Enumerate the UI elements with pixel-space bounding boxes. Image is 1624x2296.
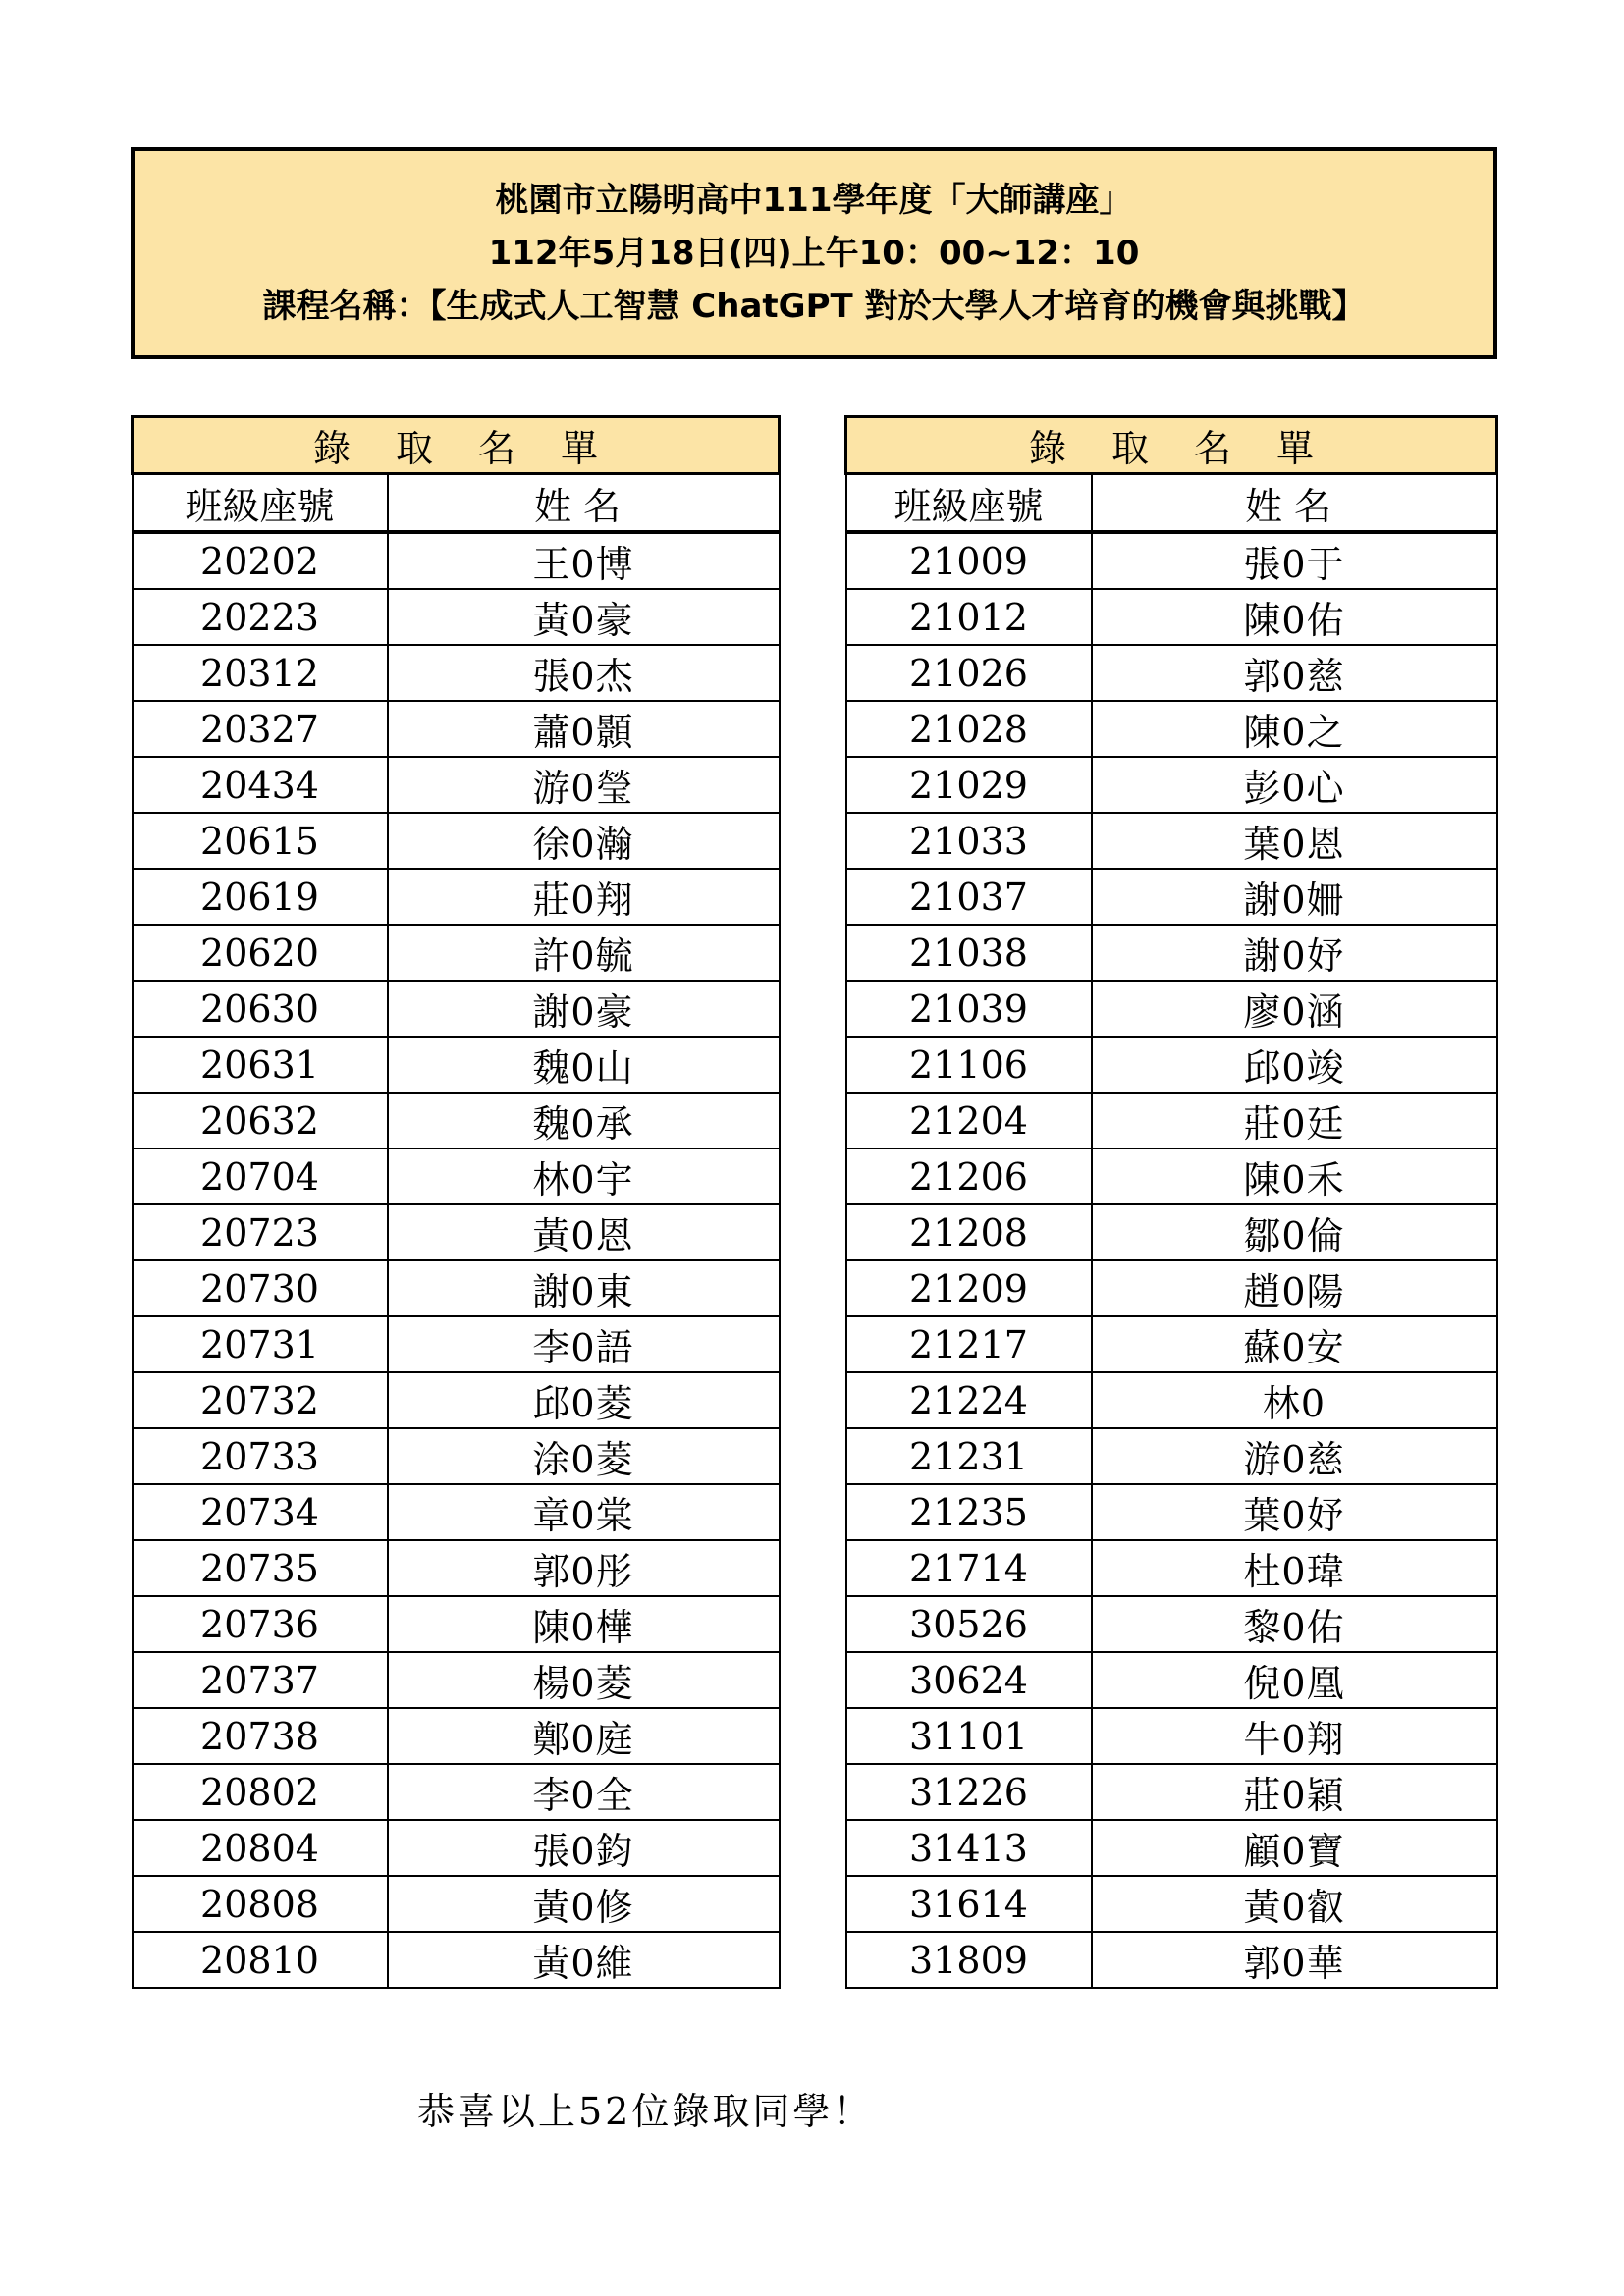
class-seat-cell: 21037 bbox=[846, 869, 1092, 925]
table-row bbox=[846, 1540, 1497, 1596]
table-row bbox=[133, 1148, 780, 1204]
table-row bbox=[133, 1093, 780, 1148]
table-row bbox=[846, 1932, 1497, 1988]
table-row bbox=[846, 1428, 1497, 1484]
student-name-cell: 游0瑩 bbox=[388, 757, 780, 813]
class-seat-cell: 21033 bbox=[846, 813, 1092, 869]
class-seat-cell: 30526 bbox=[846, 1596, 1092, 1652]
class-seat-cell: 20630 bbox=[133, 981, 388, 1037]
table-row bbox=[133, 1428, 780, 1484]
table-row bbox=[133, 1372, 780, 1428]
student-name-cell: 謝0妤 bbox=[1092, 925, 1497, 981]
class-seat-cell: 20808 bbox=[133, 1876, 388, 1932]
student-name-cell: 張0鈞 bbox=[388, 1820, 780, 1876]
class-seat-cell: 20730 bbox=[133, 1260, 388, 1316]
table-body bbox=[846, 532, 1497, 1988]
table-row bbox=[133, 1652, 780, 1708]
class-seat-cell: 21029 bbox=[846, 757, 1092, 813]
table-row bbox=[133, 532, 780, 589]
student-name-cell: 黃0恩 bbox=[388, 1204, 780, 1260]
table-row bbox=[133, 589, 780, 645]
class-seat-cell: 20738 bbox=[133, 1708, 388, 1764]
student-name-cell: 郭0慈 bbox=[1092, 645, 1497, 701]
course-name: 課程名稱：【生成式人工智慧 ChatGPT 對於大學人才培育的機會與挑戰】 bbox=[262, 287, 1366, 326]
table-row bbox=[133, 1204, 780, 1260]
class-seat-cell: 21206 bbox=[846, 1148, 1092, 1204]
class-seat-cell: 20804 bbox=[133, 1820, 388, 1876]
class-seat-cell: 20734 bbox=[133, 1484, 388, 1540]
class-seat-cell: 21714 bbox=[846, 1540, 1092, 1596]
student-name-cell: 張0杰 bbox=[388, 645, 780, 701]
class-seat-cell: 21209 bbox=[846, 1260, 1092, 1316]
student-name-cell: 黃0修 bbox=[388, 1876, 780, 1932]
table-row bbox=[846, 1484, 1497, 1540]
class-seat-cell: 20620 bbox=[133, 925, 388, 981]
admitted-list-right bbox=[844, 415, 1498, 1989]
table-row bbox=[133, 1037, 780, 1093]
student-name-cell: 魏0山 bbox=[388, 1037, 780, 1093]
table-row bbox=[133, 1260, 780, 1316]
student-name-cell: 李0全 bbox=[388, 1764, 780, 1820]
student-name-cell: 蘇0安 bbox=[1092, 1316, 1497, 1372]
class-seat-cell: 21012 bbox=[846, 589, 1092, 645]
class-seat-cell: 20619 bbox=[133, 869, 388, 925]
student-name-cell: 涂0菱 bbox=[388, 1428, 780, 1484]
class-seat-cell: 21009 bbox=[846, 532, 1092, 589]
student-name-cell: 趙0陽 bbox=[1092, 1260, 1497, 1316]
class-seat-cell: 20327 bbox=[133, 701, 388, 757]
student-name-cell: 張0于 bbox=[1092, 532, 1497, 589]
event-header bbox=[131, 147, 1497, 359]
student-name-cell: 邱0菱 bbox=[388, 1372, 780, 1428]
table-row bbox=[133, 757, 780, 813]
class-seat-cell: 31809 bbox=[846, 1932, 1092, 1988]
class-seat-cell: 20202 bbox=[133, 532, 388, 589]
student-name-cell: 李0語 bbox=[388, 1316, 780, 1372]
class-seat-cell: 20737 bbox=[133, 1652, 388, 1708]
class-seat-cell: 20312 bbox=[133, 645, 388, 701]
class-seat-cell: 20732 bbox=[133, 1372, 388, 1428]
table-row bbox=[133, 869, 780, 925]
student-name-cell: 王0博 bbox=[388, 532, 780, 589]
congratulations-note: 恭喜以上52位錄取同學！ bbox=[417, 2090, 874, 2133]
table-row bbox=[133, 1932, 780, 1988]
student-name-cell: 葉0恩 bbox=[1092, 813, 1497, 869]
student-name-cell: 謝0東 bbox=[388, 1260, 780, 1316]
student-name-cell: 楊0菱 bbox=[388, 1652, 780, 1708]
table-row bbox=[846, 701, 1497, 757]
class-seat-cell: 20615 bbox=[133, 813, 388, 869]
table-row bbox=[133, 1316, 780, 1372]
student-name-cell: 陳0禾 bbox=[1092, 1148, 1497, 1204]
student-name-cell: 顧0寶 bbox=[1092, 1820, 1497, 1876]
table-body bbox=[133, 532, 780, 1988]
column-header-name: 姓名 bbox=[388, 474, 780, 533]
class-seat-cell: 20731 bbox=[133, 1316, 388, 1372]
table-title: 錄取名單 bbox=[133, 417, 780, 474]
table-row bbox=[133, 1484, 780, 1540]
student-name-cell: 章0棠 bbox=[388, 1484, 780, 1540]
class-seat-cell: 20735 bbox=[133, 1540, 388, 1596]
student-name-cell: 陳0樺 bbox=[388, 1596, 780, 1652]
class-seat-cell: 21235 bbox=[846, 1484, 1092, 1540]
class-seat-cell: 21217 bbox=[846, 1316, 1092, 1372]
student-name-cell: 游0慈 bbox=[1092, 1428, 1497, 1484]
column-header-class-seat: 班級座號 bbox=[846, 474, 1092, 533]
event-datetime: 112年5月18日(四)上午10：00~12：10 bbox=[488, 234, 1140, 273]
student-name-cell: 黃0叡 bbox=[1092, 1876, 1497, 1932]
class-seat-cell: 20704 bbox=[133, 1148, 388, 1204]
student-name-cell: 林0宇 bbox=[388, 1148, 780, 1204]
class-seat-cell: 20631 bbox=[133, 1037, 388, 1093]
student-name-cell: 鄭0庭 bbox=[388, 1708, 780, 1764]
class-seat-cell: 21231 bbox=[846, 1428, 1092, 1484]
table-row bbox=[133, 925, 780, 981]
column-header-class-seat: 班級座號 bbox=[133, 474, 388, 533]
table-row bbox=[846, 1708, 1497, 1764]
table-row bbox=[846, 1093, 1497, 1148]
table-row bbox=[846, 1037, 1497, 1093]
table-row bbox=[846, 1148, 1497, 1204]
table-row bbox=[846, 1652, 1497, 1708]
student-name-cell: 廖0涵 bbox=[1092, 981, 1497, 1037]
table-row bbox=[846, 757, 1497, 813]
student-name-cell: 黃0豪 bbox=[388, 589, 780, 645]
class-seat-cell: 20810 bbox=[133, 1932, 388, 1988]
table-row bbox=[846, 1316, 1497, 1372]
class-seat-cell: 20632 bbox=[133, 1093, 388, 1148]
table-row bbox=[846, 869, 1497, 925]
table-row bbox=[846, 1764, 1497, 1820]
class-seat-cell: 31413 bbox=[846, 1820, 1092, 1876]
student-name-cell: 林0 bbox=[1092, 1372, 1497, 1428]
class-seat-cell: 20223 bbox=[133, 589, 388, 645]
table-row bbox=[133, 1876, 780, 1932]
student-name-cell: 牛0翔 bbox=[1092, 1708, 1497, 1764]
table-row bbox=[846, 1876, 1497, 1932]
class-seat-cell: 20736 bbox=[133, 1596, 388, 1652]
student-name-cell: 陳0佑 bbox=[1092, 589, 1497, 645]
event-title: 桃園市立陽明高中111學年度「大師講座」 bbox=[495, 181, 1133, 220]
student-name-cell: 陳0之 bbox=[1092, 701, 1497, 757]
table-row bbox=[846, 925, 1497, 981]
student-name-cell: 郭0彤 bbox=[388, 1540, 780, 1596]
table-row bbox=[846, 1372, 1497, 1428]
class-seat-cell: 20434 bbox=[133, 757, 388, 813]
student-name-cell: 彭0心 bbox=[1092, 757, 1497, 813]
table-row bbox=[133, 1820, 780, 1876]
class-seat-cell: 20733 bbox=[133, 1428, 388, 1484]
class-seat-cell: 31614 bbox=[846, 1876, 1092, 1932]
student-name-cell: 莊0穎 bbox=[1092, 1764, 1497, 1820]
table-row bbox=[846, 813, 1497, 869]
table-row bbox=[846, 645, 1497, 701]
class-seat-cell: 21026 bbox=[846, 645, 1092, 701]
student-name-cell: 莊0廷 bbox=[1092, 1093, 1497, 1148]
student-name-cell: 黃0維 bbox=[388, 1932, 780, 1988]
student-name-cell: 鄒0倫 bbox=[1092, 1204, 1497, 1260]
class-seat-cell: 20802 bbox=[133, 1764, 388, 1820]
table-row bbox=[846, 532, 1497, 589]
table-row bbox=[846, 1596, 1497, 1652]
table-row bbox=[133, 981, 780, 1037]
class-seat-cell: 21208 bbox=[846, 1204, 1092, 1260]
class-seat-cell: 21224 bbox=[846, 1372, 1092, 1428]
student-name-cell: 許0毓 bbox=[388, 925, 780, 981]
class-seat-cell: 21028 bbox=[846, 701, 1092, 757]
table-row bbox=[133, 1708, 780, 1764]
table-row bbox=[846, 589, 1497, 645]
student-name-cell: 倪0凰 bbox=[1092, 1652, 1497, 1708]
class-seat-cell: 21039 bbox=[846, 981, 1092, 1037]
table-title: 錄取名單 bbox=[846, 417, 1497, 474]
student-name-cell: 葉0妤 bbox=[1092, 1484, 1497, 1540]
table-row bbox=[846, 1820, 1497, 1876]
student-name-cell: 杜0瑋 bbox=[1092, 1540, 1497, 1596]
student-name-cell: 莊0翔 bbox=[388, 869, 780, 925]
student-name-cell: 蕭0顥 bbox=[388, 701, 780, 757]
student-name-cell: 徐0瀚 bbox=[388, 813, 780, 869]
table-row bbox=[133, 645, 780, 701]
table-row bbox=[133, 1764, 780, 1820]
table-row bbox=[846, 1204, 1497, 1260]
class-seat-cell: 21106 bbox=[846, 1037, 1092, 1093]
class-seat-cell: 21038 bbox=[846, 925, 1092, 981]
class-seat-cell: 30624 bbox=[846, 1652, 1092, 1708]
student-name-cell: 郭0華 bbox=[1092, 1932, 1497, 1988]
table-row bbox=[133, 1596, 780, 1652]
column-header-name: 姓名 bbox=[1092, 474, 1497, 533]
admitted-list-left bbox=[131, 415, 781, 1989]
table-row bbox=[133, 1540, 780, 1596]
class-seat-cell: 31101 bbox=[846, 1708, 1092, 1764]
student-name-cell: 謝0豪 bbox=[388, 981, 780, 1037]
student-name-cell: 謝0姍 bbox=[1092, 869, 1497, 925]
table-row bbox=[133, 701, 780, 757]
table-row bbox=[133, 813, 780, 869]
table-row bbox=[846, 981, 1497, 1037]
student-name-cell: 黎0佑 bbox=[1092, 1596, 1497, 1652]
class-seat-cell: 21204 bbox=[846, 1093, 1092, 1148]
student-name-cell: 魏0承 bbox=[388, 1093, 780, 1148]
student-name-cell: 邱0竣 bbox=[1092, 1037, 1497, 1093]
class-seat-cell: 20723 bbox=[133, 1204, 388, 1260]
table-row bbox=[846, 1260, 1497, 1316]
class-seat-cell: 31226 bbox=[846, 1764, 1092, 1820]
